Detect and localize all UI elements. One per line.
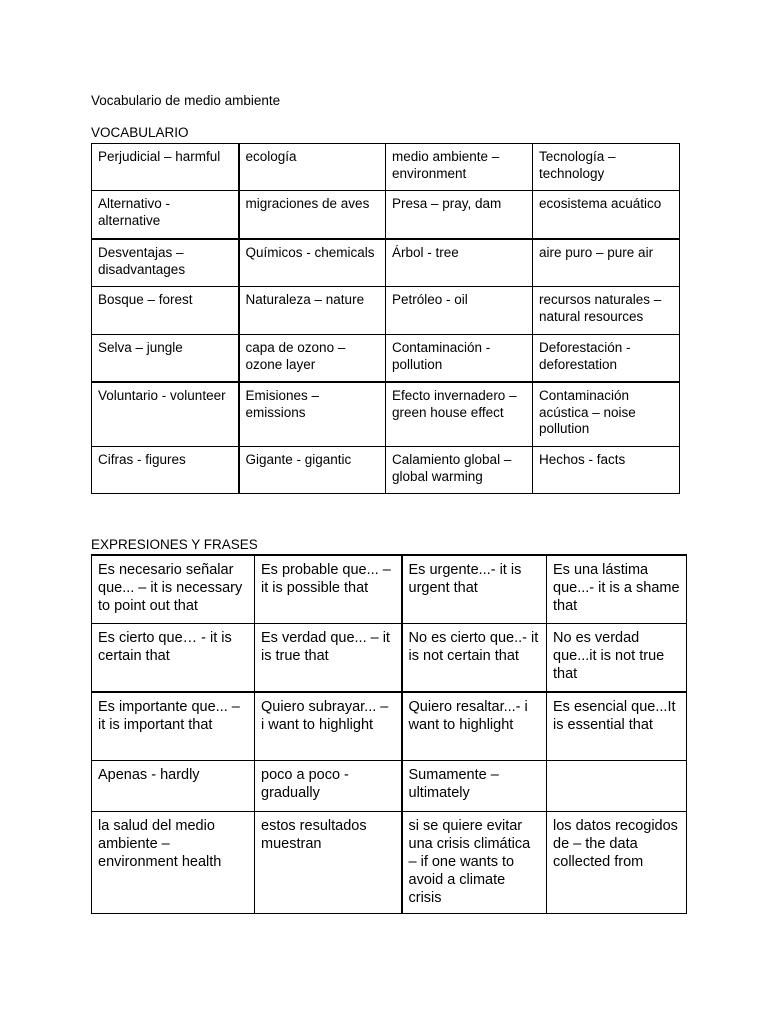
cell-text: Hechos - facts [539, 452, 626, 467]
table-cell [533, 191, 680, 240]
table-cell [92, 239, 239, 287]
table-cell [92, 144, 239, 191]
table-cell [547, 624, 687, 693]
table-cell [92, 335, 239, 383]
table-cell [547, 692, 687, 761]
table-cell [92, 555, 255, 624]
cell-text: Contaminación - pollution [392, 340, 491, 372]
cell-text: Es probable que... – it is possible that [261, 562, 391, 596]
table-cell [92, 287, 239, 335]
table-cell [533, 447, 680, 494]
cell-text: capa de ozono – ozone layer [245, 340, 346, 372]
table-row [92, 144, 680, 191]
cell-text: estos resultados muestran [261, 818, 367, 852]
cell-text: No es cierto que..- it is not certain that [408, 630, 539, 664]
table-row [92, 624, 687, 693]
table-cell [255, 555, 402, 624]
cell-text: No es verdad que...it is not true that [553, 630, 665, 682]
table-cell [255, 624, 402, 693]
cell-text: medio ambiente – environment [392, 149, 500, 181]
table-cell [533, 239, 680, 287]
cell-text: Contaminación acústica – noise pollution [539, 388, 636, 436]
cell-text: los datos recogidos de – the data collected from [553, 818, 678, 870]
cell-text: poco a poco - gradually [261, 767, 349, 801]
cell-text: Selva – jungle [98, 340, 183, 355]
table-row [92, 335, 680, 383]
cell-text: si se quiere evitar una crisis climática – if one wants to avoid a climate crisis [408, 818, 531, 906]
document-title: Vocabulario de medio ambiente [91, 93, 281, 108]
cell-text: Es una lástima que...- it is a shame that [553, 562, 680, 614]
cell-text: Voluntario - volunteer [98, 388, 226, 403]
cell-text: Efecto invernadero – green house effect [392, 388, 517, 420]
table-cell [533, 382, 680, 447]
cell-text: Naturaleza – nature [245, 292, 365, 307]
cell-text: Es importante que... – it is important that [98, 699, 240, 733]
cell-text: Deforestación - deforestation [539, 340, 631, 372]
table-cell [255, 812, 402, 914]
cell-text: Quiero resaltar...- i want to highlight [408, 699, 528, 733]
cell-text: la salud del medio ambiente – environment health [98, 818, 222, 870]
cell-text: Cifras - figures [98, 452, 186, 467]
table-cell [239, 191, 386, 240]
table-cell [255, 761, 402, 812]
table-cell [547, 761, 687, 812]
cell-text: Perjudicial – harmful [98, 149, 221, 164]
expresiones-table [91, 554, 687, 914]
table-cell [533, 144, 680, 191]
cell-text: Es verdad que... – it is true that [261, 630, 390, 664]
cell-text: Emisiones – emissions [245, 388, 320, 420]
table-cell [386, 144, 533, 191]
table-cell [239, 144, 386, 191]
cell-text: Apenas - hardly [98, 767, 200, 783]
vocabulario-heading: VOCABULARIO [91, 125, 189, 140]
table-cell [239, 239, 386, 287]
cell-text: recursos naturales – natural resources [539, 292, 662, 324]
cell-text: Desventajas – disadvantages [98, 245, 186, 277]
table-cell [255, 692, 402, 761]
table-cell [386, 335, 533, 383]
table-cell [92, 624, 255, 693]
cell-text: Tecnología – technology [539, 149, 616, 181]
cell-text: Es cierto que… - it is certain that [98, 630, 232, 664]
vocabulario-table [91, 143, 680, 494]
table-cell [386, 287, 533, 335]
cell-text: Es esencial que...It is essential that [553, 699, 676, 733]
cell-text: Químicos - chemicals [245, 245, 375, 260]
table-cell [386, 447, 533, 494]
table-cell [92, 447, 239, 494]
table-cell [239, 382, 386, 447]
table-row [92, 191, 680, 240]
cell-text: Es necesario señalar que... – it is necessary to point out that [98, 562, 243, 614]
cell-text: Quiero subrayar... – i want to highlight [261, 699, 389, 733]
table-cell [402, 624, 547, 693]
table-row [92, 812, 687, 914]
table-cell [386, 382, 533, 447]
table-cell [92, 191, 239, 240]
table-cell [402, 555, 547, 624]
cell-text: Árbol - tree [392, 245, 459, 260]
cell-text: Es urgente...- it is urgent that [408, 562, 522, 596]
cell-text: Bosque – forest [98, 292, 193, 307]
cell-text: Calamiento global – global warming [392, 452, 512, 484]
table-row [92, 239, 680, 287]
cell-text: Gigante - gigantic [245, 452, 352, 467]
table-cell [92, 812, 255, 914]
cell-text: ecología [245, 149, 297, 164]
table-row [92, 287, 680, 335]
table-row [92, 555, 687, 624]
table-cell [239, 335, 386, 383]
table-cell [386, 191, 533, 240]
table-cell [402, 692, 547, 761]
table-cell [92, 761, 255, 812]
table-cell [533, 335, 680, 383]
table-cell [239, 447, 386, 494]
table-cell [92, 692, 255, 761]
table-cell [402, 761, 547, 812]
table-row [92, 692, 687, 761]
table-row [92, 447, 680, 494]
table-cell [533, 287, 680, 335]
cell-text: migraciones de aves [245, 196, 370, 211]
table-row [92, 761, 687, 812]
cell-text: Petróleo - oil [392, 292, 468, 307]
table-cell [239, 287, 386, 335]
cell-text: Presa – pray, dam [392, 196, 502, 211]
cell-text: aire puro – pure air [539, 245, 654, 260]
table-cell [92, 382, 239, 447]
table-cell [386, 239, 533, 287]
table-cell [547, 812, 687, 914]
table-cell [402, 812, 547, 914]
cell-text: Sumamente – ultimately [408, 767, 499, 801]
table-cell [547, 555, 687, 624]
cell-text: ecosistema acuático [539, 196, 662, 211]
table-row [92, 382, 680, 447]
expresiones-heading: EXPRESIONES Y FRASES [91, 537, 258, 552]
cell-text: Alternativo - alternative [98, 196, 171, 228]
